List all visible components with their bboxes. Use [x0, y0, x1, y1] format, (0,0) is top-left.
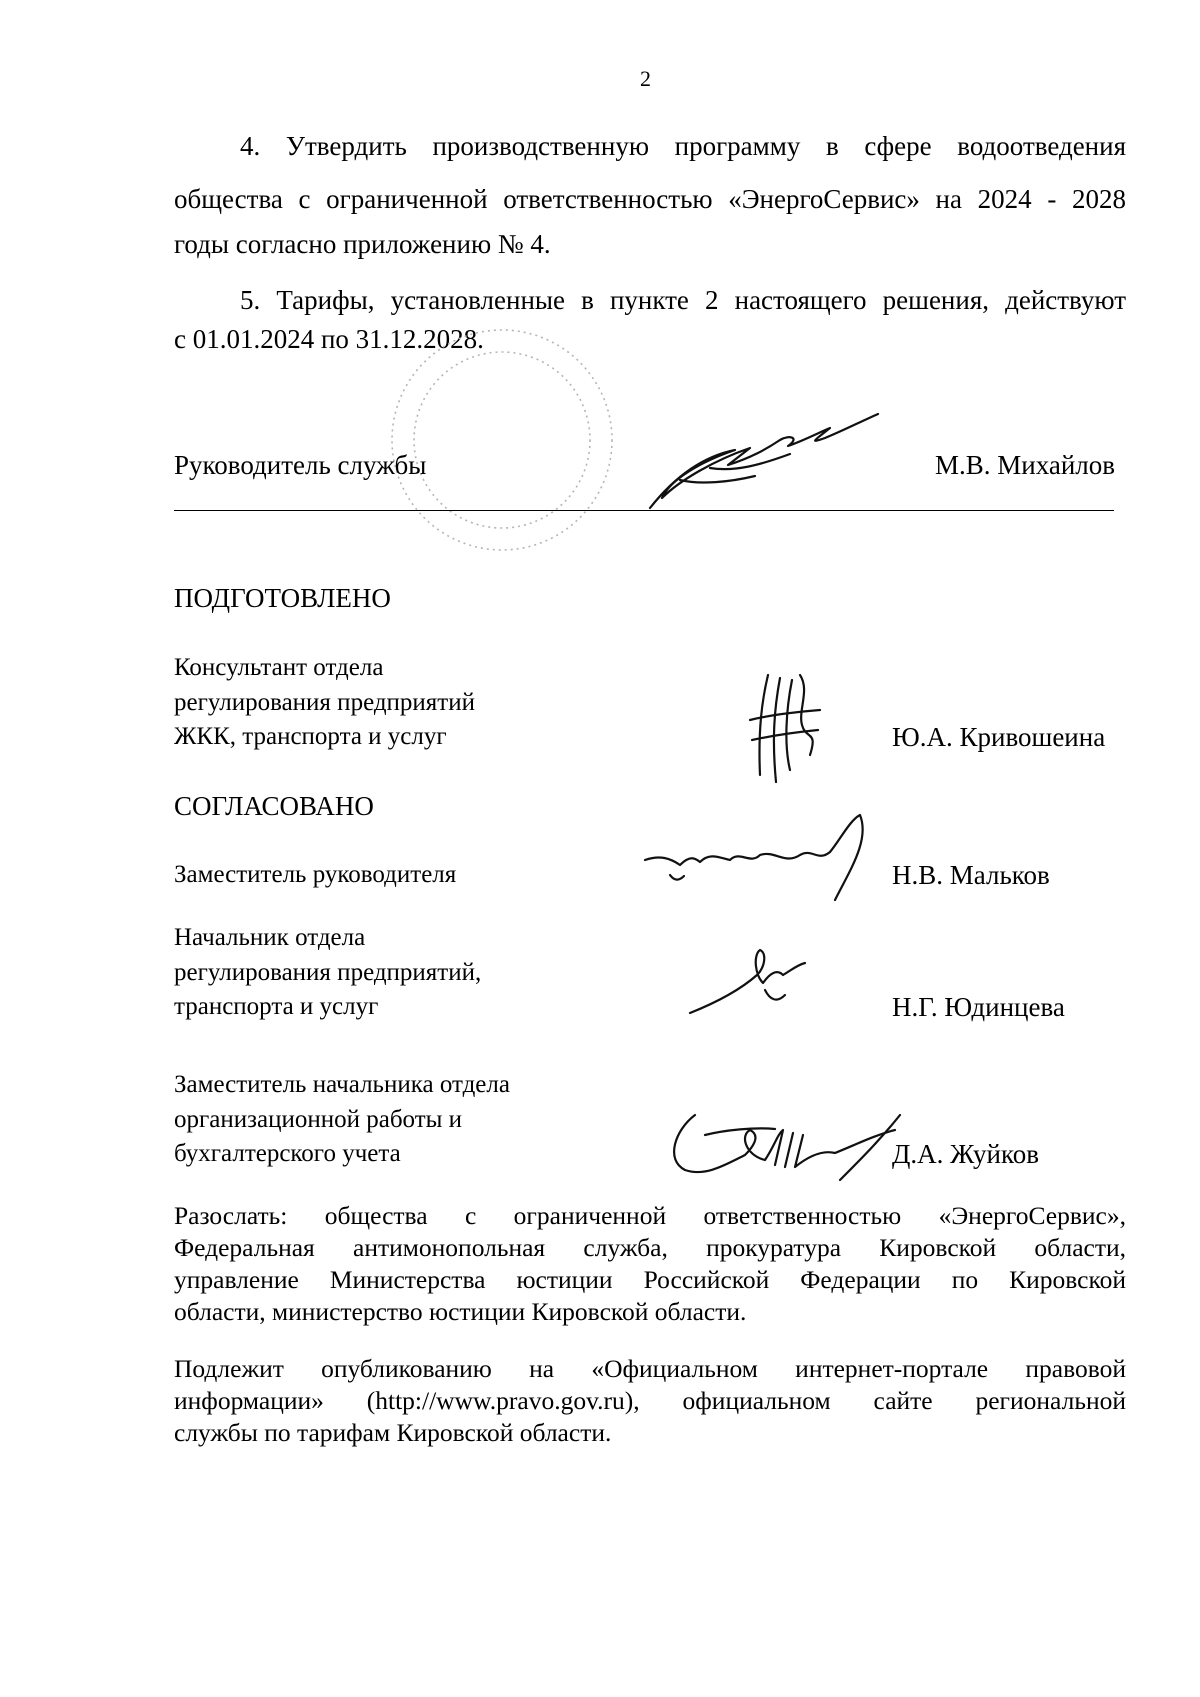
distribution-block [174, 1200, 1126, 1328]
agreed-signer-3-position-line-2: организационной работы и [174, 1106, 463, 1133]
head-signature-image [640, 410, 900, 520]
prepared-position-line-3: ЖКК, транспорта и услуг [174, 723, 447, 750]
agreed-signer-3-name: Д.А. Жуйков [892, 1139, 1039, 1169]
clause-5-line-1: 5. Тарифы, установленные в пункте 2 настоящего решения, действуют [240, 285, 1126, 315]
agreed-signer-2-position-line-3: транспорта и услуг [174, 993, 379, 1020]
clause-4-line-1: 4. Утвердить производственную программу в сфере водоотведения [240, 131, 1126, 161]
head-title: Руководитель службы [174, 450, 427, 480]
agreed-signer-1-position: Заместитель руководителя [174, 861, 457, 888]
clause-4-line-2: общества с ограниченной ответственностью «ЭнергоСервис» на 2024 - 2028 [174, 184, 1126, 214]
prepared-position-line-1: Консультант отдела [174, 654, 384, 681]
distribution-line-2: Федеральная антимонопольная служба, прокуратура Кировской области, [174, 1233, 1126, 1262]
agreed-signer-3-position-line-1: Заместитель начальника отдела [174, 1071, 510, 1098]
agreed-heading: СОГЛАСОВАНО [174, 791, 374, 821]
agreed-signer-1-signature-image [640, 810, 880, 910]
agreed-signer-2-position-line-2: регулирования предприятий, [174, 959, 482, 986]
clause-5-line-2: с 01.01.2024 по 31.12.2028. [174, 324, 484, 354]
prepared-name: Ю.А. Кривошеина [892, 722, 1106, 752]
agreed-signer-3-signature-image [665, 1105, 905, 1185]
publication-block [174, 1353, 1126, 1449]
distribution-line-1: Разослать: общества с ограниченной ответственностью «ЭнергоСервис», [174, 1201, 1126, 1230]
publication-line-1: Подлежит опубликованию на «Официальном интернет-портале правовой [174, 1354, 1126, 1383]
agreed-signer-3-position-line-3: бухгалтерского учета [174, 1140, 401, 1167]
signature-divider [174, 510, 1114, 511]
agreed-signer-2-name: Н.Г. Юдинцева [892, 992, 1065, 1022]
prepared-signature-image [740, 670, 830, 790]
agreed-signer-1-name: Н.В. Мальков [892, 860, 1050, 890]
prepared-position-line-2: регулирования предприятий [174, 689, 475, 716]
distribution-line-3: управление Министерства юстиции Российской Федерации по Кировской [174, 1265, 1126, 1294]
publication-line-3: службы по тарифам Кировской области. [174, 1418, 612, 1447]
clause-4-line-3: годы согласно приложению № 4. [174, 229, 551, 259]
agreed-signer-2-position-line-1: Начальник отдела [174, 924, 366, 951]
prepared-heading: ПОДГОТОВЛЕНО [174, 583, 391, 613]
agreed-signer-2-signature-image [685, 945, 815, 1020]
page-number: 2 [640, 66, 651, 91]
head-name: М.В. Михайлов [935, 450, 1116, 480]
distribution-line-4: области, министерство юстиции Кировской области. [174, 1297, 747, 1326]
publication-line-2: информации» (http://www.pravo.gov.ru), официальном сайте региональной [174, 1386, 1126, 1415]
official-seal [385, 325, 620, 555]
